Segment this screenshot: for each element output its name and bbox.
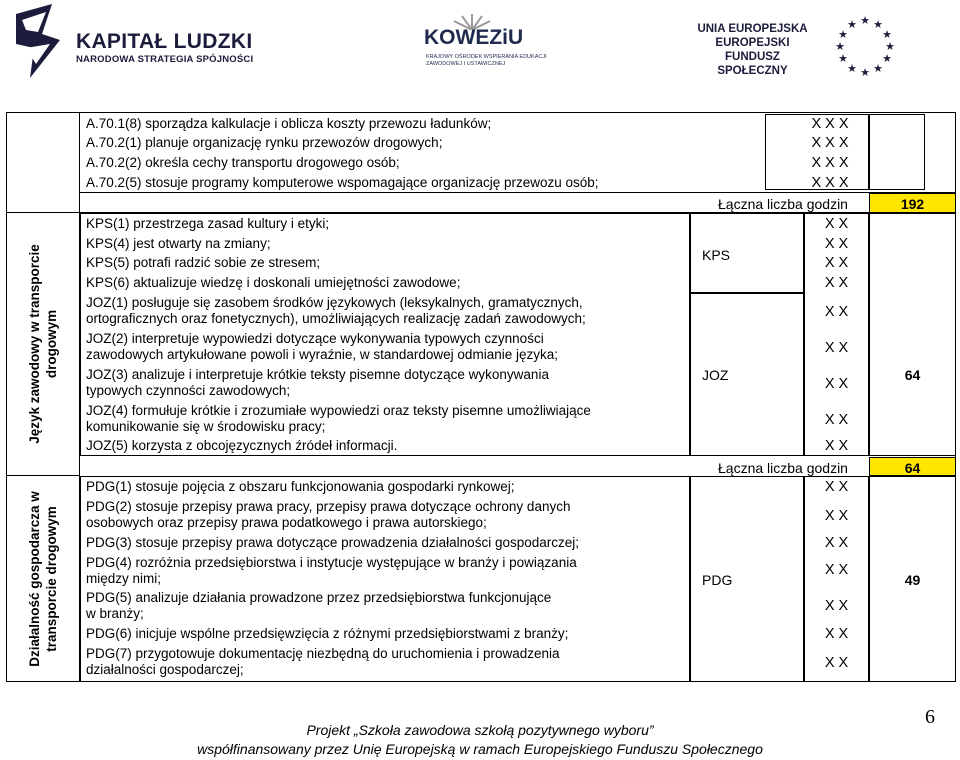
joz-row xyxy=(86,367,549,399)
svg-text:★: ★ xyxy=(835,40,845,53)
svg-text:★: ★ xyxy=(847,18,857,31)
svg-text:★: ★ xyxy=(885,40,895,53)
total-hours-value: 192 xyxy=(900,196,925,212)
kps-row: KPS(1) przestrzega zasad kultury i etyki; xyxy=(86,216,330,231)
joz-row-line1: JOZ(3) analizuje i interpretuje krótkie teksty pisemne dotyczące wykonywania xyxy=(86,367,549,382)
pdg-row-line2: między nimi; xyxy=(86,571,162,586)
svg-text:★: ★ xyxy=(847,62,857,75)
svg-text:★: ★ xyxy=(838,52,848,65)
pdg-row-line1: PDG(5) analizuje działania prowadzone przez przedsiębiorstwa funkcjonujące xyxy=(86,590,552,605)
business-label-line1: Działalność gospodarcza w xyxy=(27,491,42,667)
row-marks: X X xyxy=(824,508,849,524)
pdg-row xyxy=(86,590,551,622)
kps-row: KPS(5) potrafi radzić sobie ze stresem; xyxy=(86,255,321,270)
page-number: 6 xyxy=(925,706,935,728)
a70-row: A.70.1(8) sporządza kalkulacje i oblicza koszty przewozu ładunków; xyxy=(86,116,492,131)
kapital-ludzki-mark-icon xyxy=(12,4,64,78)
a70-row: A.70.2(5) stosuje programy komputerowe wspomagające organizację przewozu osób; xyxy=(86,175,599,190)
marks-box xyxy=(804,476,869,682)
joz-row xyxy=(86,331,558,363)
kowezu-subtitle: KRAJOWY OŚRODEK WSPIERANIA EDUKACJI ZAWODOWEJ I USTAWICZNEJ xyxy=(426,54,547,67)
kowezu-logo xyxy=(412,12,562,78)
pdg-row-line1: PDG(1) stosuje pojęcia z obszaru funkcjonowania gospodarki rynkowej; xyxy=(86,479,515,494)
row-marks: X X X xyxy=(811,155,849,171)
pdg-row-line1: PDG(2) stosuje przepisy prawa pracy, przepisy prawa dotyczące ochrony danych xyxy=(86,499,571,514)
pdg-row-line1: PDG(3) stosuje przepisy prawa dotyczące prowadzenia działalności gospodarczej; xyxy=(86,535,579,550)
pdg-row xyxy=(86,555,577,587)
pdg-group-label: PDG xyxy=(702,572,733,588)
kps-row: KPS(4) jest otwarty na zmiany; xyxy=(86,236,271,251)
joz-row-line2: komunikowanie się w środowisku pracy; xyxy=(86,419,326,434)
joz-row xyxy=(86,295,586,327)
business-section-label xyxy=(6,476,80,682)
pdg-row-line2: działalności gospodarczej; xyxy=(86,662,244,677)
joz-row xyxy=(86,438,397,454)
pdg-row-line1: PDG(7) przygotowuje dokumentację niezbędną do uruchomienia i prowadzenia xyxy=(86,646,560,661)
kowezu-title: KOWEZiU xyxy=(424,26,524,49)
total-hours-label: Łączna liczba godzin xyxy=(718,196,848,212)
footer-line1: Projekt „Szkoła zawodowa szkołą pozytywnego wyboru” xyxy=(306,722,654,738)
svg-text:★: ★ xyxy=(882,28,892,41)
eu-text xyxy=(690,22,815,78)
eu-logo xyxy=(690,14,940,84)
pdg-row xyxy=(86,626,568,642)
row-marks: X X xyxy=(824,255,849,271)
svg-text:★: ★ xyxy=(873,62,883,75)
joz-row xyxy=(86,403,591,435)
page-header xyxy=(0,0,960,100)
row-marks: X X xyxy=(824,438,849,454)
kps-group-label: KPS xyxy=(702,247,731,263)
kapital-ludzki-subtitle: NARODOWA STRATEGIA SPÓJNOŚCI xyxy=(76,54,254,65)
language-section-label xyxy=(6,213,80,475)
total-hours-value: 64 xyxy=(904,460,921,476)
joz-row-line2: ortograficznych oraz fonetycznych), umożliwiających realizację zadań zawodowych; xyxy=(86,311,586,326)
pdg-row xyxy=(86,646,560,678)
row-marks: X X xyxy=(824,236,849,252)
pdg-row-line2: w branży; xyxy=(86,606,144,621)
pdg-row xyxy=(86,479,514,495)
row-marks: X X X xyxy=(811,116,849,132)
eu-line3: FUNDUSZ SPOŁECZNY xyxy=(717,51,788,77)
row-marks: X X xyxy=(824,216,849,232)
row-marks: X X xyxy=(824,562,849,578)
a70-row: A.70.2(1) planuje organizację rynku przewozów drogowych; xyxy=(86,135,443,150)
a70-row: A.70.2(2) określa cechy transportu drogowego osób; xyxy=(86,155,400,170)
row-marks: X X X xyxy=(811,175,849,191)
row-marks: X X xyxy=(824,479,849,495)
business-hours: 49 xyxy=(904,572,921,588)
language-label-line2: drogowym xyxy=(44,309,59,379)
eu-line1: UNIA EUROPEJSKA xyxy=(697,23,808,35)
joz-row-line2: zawodowych artykułowane powoli i wyraźnie, w standardowej odmianie języka; xyxy=(86,347,558,362)
footer-line2: współfinansowany przez Unię Europejską w ramach Europejskiego Funduszu Społecznego xyxy=(197,741,763,757)
row-marks: X X xyxy=(824,598,849,614)
svg-text:★: ★ xyxy=(873,18,883,31)
language-hours: 64 xyxy=(904,367,921,383)
kps-row: KPS(6) aktualizuje wiedzę i doskonali umiejętności zawodowe; xyxy=(86,275,461,290)
row-marks: X X xyxy=(824,304,849,320)
pdg-row xyxy=(86,535,579,551)
row-marks: X X xyxy=(824,340,849,356)
language-label-line1: Język zawodowy w transporcie xyxy=(27,244,42,444)
svg-text:★: ★ xyxy=(860,66,870,78)
row-marks: X X xyxy=(824,626,849,642)
row-marks: X X xyxy=(824,535,849,551)
hours-box-empty xyxy=(869,114,925,190)
joz-row-line1: JOZ(5) korzysta z obcojęzycznych źródeł informacji. xyxy=(86,438,398,453)
divider xyxy=(80,192,956,193)
joz-row-line1: JOZ(4) formułuje krótkie i zrozumiałe wypowiedzi oraz teksty pisemne umożliwiające xyxy=(86,403,591,418)
eu-line2: EUROPEJSKI xyxy=(715,37,790,49)
eu-stars-icon xyxy=(830,14,900,78)
row-marks: X X X xyxy=(811,135,849,151)
total-hours-label: Łączna liczba godzin xyxy=(718,460,848,476)
pdg-row xyxy=(86,499,570,531)
joz-group-label: JOZ xyxy=(702,367,729,383)
row-marks: X X xyxy=(824,412,849,428)
pdg-row-line1: PDG(4) rozróżnia przedsiębiorstwa i instytucje występujące w branży i powiązania xyxy=(86,555,577,570)
kapital-ludzki-logo xyxy=(12,4,262,84)
row-marks: X X xyxy=(824,376,849,392)
row-marks: X X xyxy=(824,655,849,671)
joz-row-line1: JOZ(1) posługuje się zasobem środków językowych (leksykalnych, gramatycznych, xyxy=(86,295,583,310)
pdg-row-line1: PDG(6) inicjuje wspólne przedsięwzięcia z różnymi przedsiębiorstwami z branży; xyxy=(86,626,569,641)
svg-text:★: ★ xyxy=(860,14,870,27)
hours-box xyxy=(869,213,956,456)
row-marks: X X xyxy=(824,275,849,291)
joz-row-line2: typowych czynności zawodowych; xyxy=(86,383,291,398)
joz-row-line1: JOZ(2) interpretuje wypowiedzi dotyczące wykonywania typowych czynności xyxy=(86,331,544,346)
kapital-ludzki-title: KAPITAŁ LUDZKI xyxy=(76,30,253,53)
business-label-line2: transporcie drogowym xyxy=(44,506,59,652)
svg-text:★: ★ xyxy=(838,28,848,41)
svg-text:★: ★ xyxy=(882,52,892,65)
pdg-row-line2: osobowych oraz przepisy prawa podatkowego i prawa autorskiego; xyxy=(86,515,487,530)
